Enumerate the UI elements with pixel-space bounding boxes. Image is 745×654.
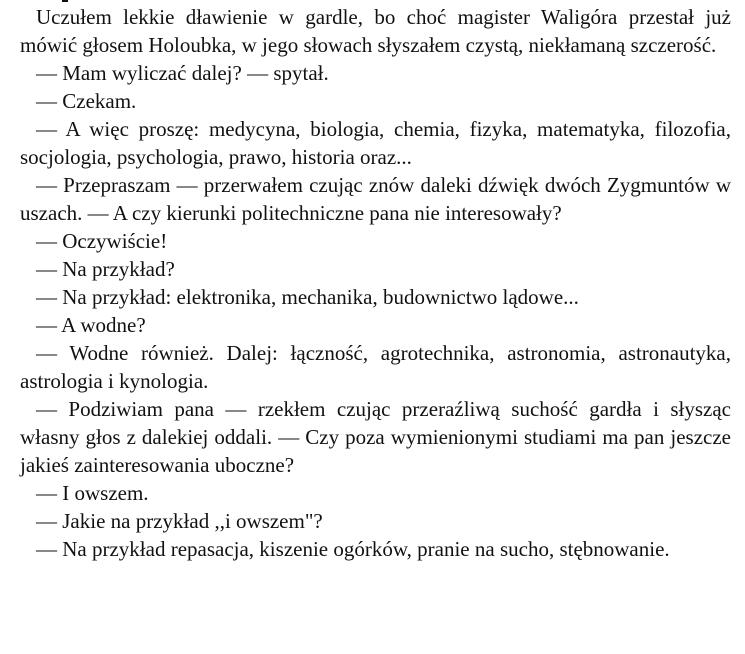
dialogue-line: — Mam wyliczać dalej? — spytał. [36, 61, 329, 85]
scan-artifact-mark [62, 0, 68, 2]
dialogue-line: — Podziwiam pana — rzekłem czując przeraźliwą suchość gardła i słysząc własny głos z dalekiej oddali. — Czy poza wymienionymi studiami ma pan jeszcze jakieś zainteresowania uboczne? [20, 397, 731, 477]
dialogue-line: — Czekam. [36, 89, 137, 113]
book-page-text [20, 3, 731, 563]
dialogue-line: — Na przykład repasacja, kiszenie ogórków, pranie na sucho, stębnowanie. [36, 537, 670, 561]
dialogue-line: — I owszem. [36, 481, 149, 505]
dialogue-line: — A wodne? [36, 313, 146, 337]
paragraph-narration: Uczułem lekkie dławienie w gardle, bo choć magister Waligóra przestał już mówić głosem Holoubka, w jego słowach słyszałem czystą, niekłamaną szczerość. [20, 5, 731, 57]
dialogue-line: — A więc proszę: medycyna, biologia, chemia, fizyka, matematyka, filozofia, socjologia, psychologia, prawo, historia oraz... [20, 117, 731, 169]
dialogue-line: — Jakie na przykład ,,i owszem"? [36, 509, 323, 533]
dialogue-line: — Przepraszam — przerwałem czując znów daleki dźwięk dwóch Zygmuntów w uszach. — A czy kierunki politechniczne pana nie interesowały? [20, 173, 731, 225]
dialogue-line: — Na przykład: elektronika, mechanika, budownictwo lądowe... [36, 285, 579, 309]
dialogue-line: — Na przykład? [36, 257, 175, 281]
dialogue-line: — Wodne również. Dalej: łączność, agrotechnika, astronomia, astronautyka, astrologia i kynologia. [20, 341, 731, 393]
dialogue-line: — Oczywiście! [36, 229, 168, 253]
